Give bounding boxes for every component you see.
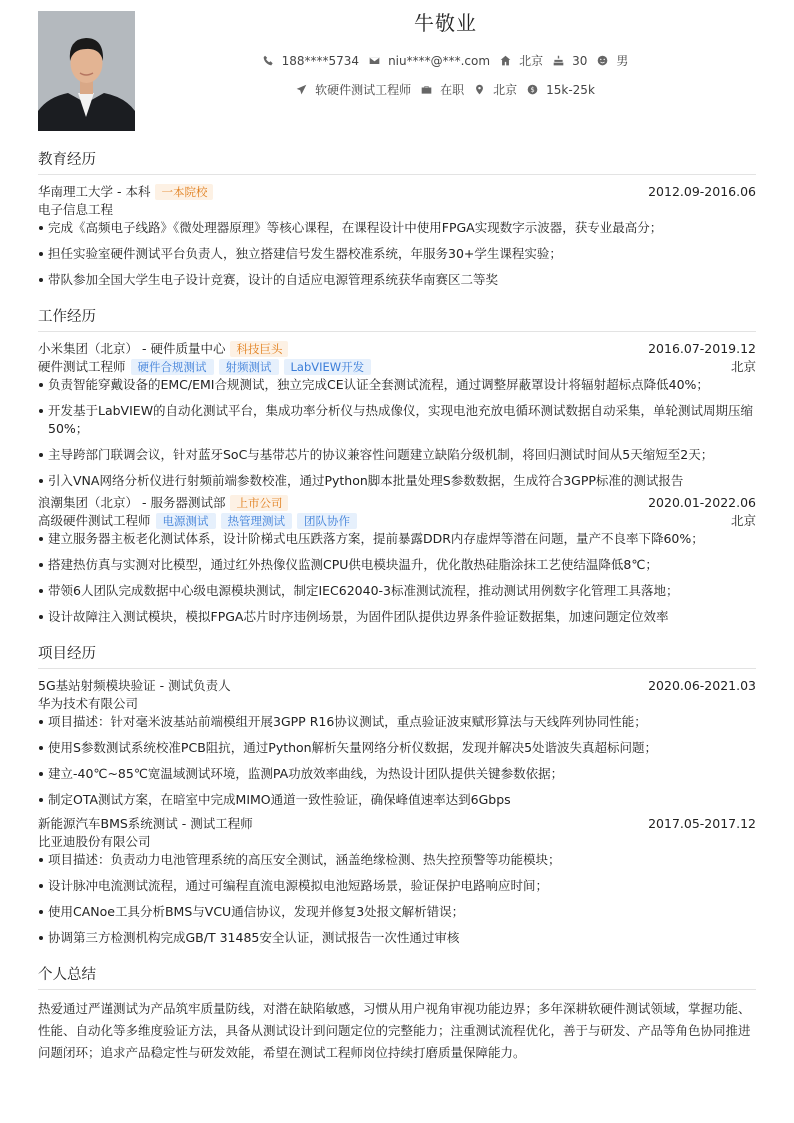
list-item: 制定OTA测试方案，在暗室中完成MIMO通道一致性验证，确保峰值速率达到6Gbps xyxy=(38,791,756,809)
bullet-list xyxy=(38,530,756,626)
list-item: 设计脉冲电流测试流程，通过可编程直流电源模拟电池短路场景，验证保护电路响应时间； xyxy=(38,877,756,895)
date-range: 2020.06-2021.03 xyxy=(648,678,756,693)
date-range: 2016.07-2019.12 xyxy=(648,341,756,356)
list-item: 搭建热仿真与实测对比模型，通过红外热像仪监测CPU供电模块温升，优化散热硅脂涂抹工艺使结温降低8℃； xyxy=(38,556,756,574)
bullet-list xyxy=(38,376,756,490)
list-item: 建立服务器主板老化测试体系，设计阶梯式电压跌落方案，提前暴露DDR内存虚焊等潜在问题，量产不良率下降60%； xyxy=(38,530,756,548)
svg-text:$: $ xyxy=(530,85,535,94)
salary-text: 15k-25k xyxy=(546,82,595,97)
skill-tag: 团队协作 xyxy=(297,513,357,529)
city-text: 北京 xyxy=(519,54,544,68)
section-title: 个人总结 xyxy=(38,965,756,990)
city-info xyxy=(500,52,543,69)
profile-photo xyxy=(38,11,135,131)
resume-header xyxy=(38,10,756,132)
skill-tag: 电源测试 xyxy=(156,513,216,529)
gender-text: 男 xyxy=(616,54,629,68)
work-section xyxy=(38,307,756,626)
paper-plane-icon xyxy=(296,84,307,95)
job-role: 硬件测试工程师 xyxy=(38,359,126,374)
cake-icon xyxy=(553,55,564,66)
company-name: 浪潮集团（北京） - 服务器测试部 xyxy=(38,495,226,510)
list-item: 协调第三方检测机构完成GB/T 31485安全认证，测试报告一次性通过审核 xyxy=(38,929,756,947)
list-item: 使用CANoe工具分析BMS与VCU通信协议，发现并修复3处报文解析错误； xyxy=(38,903,756,921)
location-pin-icon xyxy=(474,84,485,95)
email-info xyxy=(369,54,490,68)
age-info xyxy=(553,54,587,68)
target-city-text: 北京 xyxy=(493,83,518,97)
work-location: 北京 xyxy=(730,513,756,528)
salary-info xyxy=(527,83,595,97)
phone-icon xyxy=(263,55,274,66)
education-section xyxy=(38,150,756,289)
phone-info xyxy=(263,54,359,68)
briefcase-icon xyxy=(421,84,432,95)
list-item: 引入VNA网络分析仪进行射频前端参数校准，通过Python脚本批量处理S参数数据，生成符合3GPP标准的测试报告 xyxy=(38,472,756,490)
section-title: 工作经历 xyxy=(38,307,756,332)
company-tag: 科技巨头 xyxy=(230,341,288,357)
target-city-info xyxy=(474,81,517,98)
candidate-name: 牛敬业 xyxy=(414,11,477,35)
list-item: 建立-40℃~85℃宽温域测试环境，监测PA功放效率曲线，为热设计团队提供关键参数依据； xyxy=(38,765,756,783)
education-entry xyxy=(38,183,756,289)
skill-tag: LabVIEW开发 xyxy=(284,359,372,375)
date-range: 2017.05-2017.12 xyxy=(648,816,756,831)
list-item: 使用S参数测试系统校准PCB阻抗，通过Python解析矢量网络分析仪数据，发现并解决5处谐波失真超标问题； xyxy=(38,739,756,757)
summary-text: 热爱通过严谨测试为产品筑牢质量防线，对潜在缺陷敏感，习惯从用户视角审视功能边界；多年深耕软硬件测试领域，掌握功能、性能、自动化等多维度验证方法，具备从测试设计到问题定位的完整能力；注重测试流程优化，善于与研发、产品等角色协同推进问题闭环；追求产品稳定性与研发效能，希望在测试工程师岗位持续打磨质量保障能力。 xyxy=(38,1001,751,1060)
age-text: 30 xyxy=(572,53,588,68)
status-text: 在职 xyxy=(440,83,465,97)
company-tag: 上市公司 xyxy=(230,495,288,511)
list-item: 带领6人团队完成数据中心级电源模块测试，制定IEC62040-3标准测试流程，推动测试用例数字化管理工具落地； xyxy=(38,582,756,600)
status-info xyxy=(421,81,464,98)
job-role: 高级硬件测试工程师 xyxy=(38,513,151,528)
list-item: 负责智能穿戴设备的EMC/EMI合规测试，独立完成CE认证全套测试流程，通过调整屏蔽罩设计将辐射超标点降低40%； xyxy=(38,376,756,394)
project-entry xyxy=(38,815,756,947)
project-entry xyxy=(38,677,756,809)
section-title: 项目经历 xyxy=(38,644,756,669)
mail-icon xyxy=(369,55,380,66)
list-item: 担任实验室硬件测试平台负责人，独立搭建信号发生器校准系统，年服务30+学生课程实验； xyxy=(38,245,756,263)
email-text: niu****@***.com xyxy=(388,53,491,68)
projects-section xyxy=(38,644,756,947)
phone-text: 188****5734 xyxy=(281,53,360,68)
contact-info-row xyxy=(135,52,756,69)
list-item: 项目描述：针对毫米波基站前端模组开展3GPP R16协议测试，重点验证波束赋形算法与天线阵列协同性能； xyxy=(38,713,756,731)
date-range: 2020.01-2022.06 xyxy=(648,495,756,510)
project-name: 新能源汽车BMS系统测试 - 测试工程师 xyxy=(38,816,253,831)
project-company: 华为技术有限公司 xyxy=(38,696,139,711)
work-entry xyxy=(38,494,756,626)
company-name: 小米集团（北京） - 硬件质量中心 xyxy=(38,341,226,356)
list-item: 主导跨部门联调会议，针对蓝牙SoC与基带芯片的协议兼容性问题建立缺陷分级机制，将回归测试时间从5天缩短至2天； xyxy=(38,446,756,464)
job-intention-row xyxy=(135,81,756,98)
money-icon xyxy=(527,84,538,95)
resume-page xyxy=(38,10,756,1064)
list-item: 带队参加全国大学生电子设计竞赛，设计的自适应电源管理系统获华南赛区二等奖 xyxy=(38,271,756,289)
list-item: 开发基于LabVIEW的自动化测试平台，集成功率分析仪与热成像仪，实现电池充放电循环测试数据自动采集，单轮测试周期压缩50%； xyxy=(38,402,756,438)
list-item: 设计故障注入测试模块，模拟FPGA芯片时序违例场景，为固件团队提供边界条件验证数据集，加速问题定位效率 xyxy=(38,608,756,626)
bullet-list xyxy=(38,219,756,289)
skill-tag: 热管理测试 xyxy=(221,513,293,529)
job-target-text: 软硬件测试工程师 xyxy=(315,83,412,97)
list-item: 完成《高频电子线路》《微处理器原理》等核心课程，在课程设计中使用FPGA实现数字示波器，获专业最高分； xyxy=(38,219,756,237)
list-item: 项目描述：负责动力电池管理系统的高压安全测试，涵盖绝缘检测、热失控预警等功能模块； xyxy=(38,851,756,869)
section-title: 教育经历 xyxy=(38,150,756,175)
summary-section xyxy=(38,965,756,1064)
work-entry xyxy=(38,340,756,490)
gender-info xyxy=(597,52,628,69)
school-tag: 一本院校 xyxy=(155,184,213,200)
smiley-icon xyxy=(597,55,608,66)
person-portrait-icon xyxy=(38,11,135,131)
work-location: 北京 xyxy=(730,359,756,374)
project-name: 5G基站射频模块验证 - 测试负责人 xyxy=(38,678,231,693)
bullet-list xyxy=(38,713,756,809)
skill-tag: 硬件合规测试 xyxy=(131,359,214,375)
home-icon xyxy=(500,55,511,66)
date-range: 2012.09-2016.06 xyxy=(648,184,756,199)
bullet-list xyxy=(38,851,756,947)
project-company: 比亚迪股份有限公司 xyxy=(38,834,151,849)
major: 电子信息工程 xyxy=(38,202,114,217)
job-target-info xyxy=(296,81,411,98)
skill-tag: 射频测试 xyxy=(219,359,279,375)
school-name: 华南理工大学 - 本科 xyxy=(38,184,151,199)
